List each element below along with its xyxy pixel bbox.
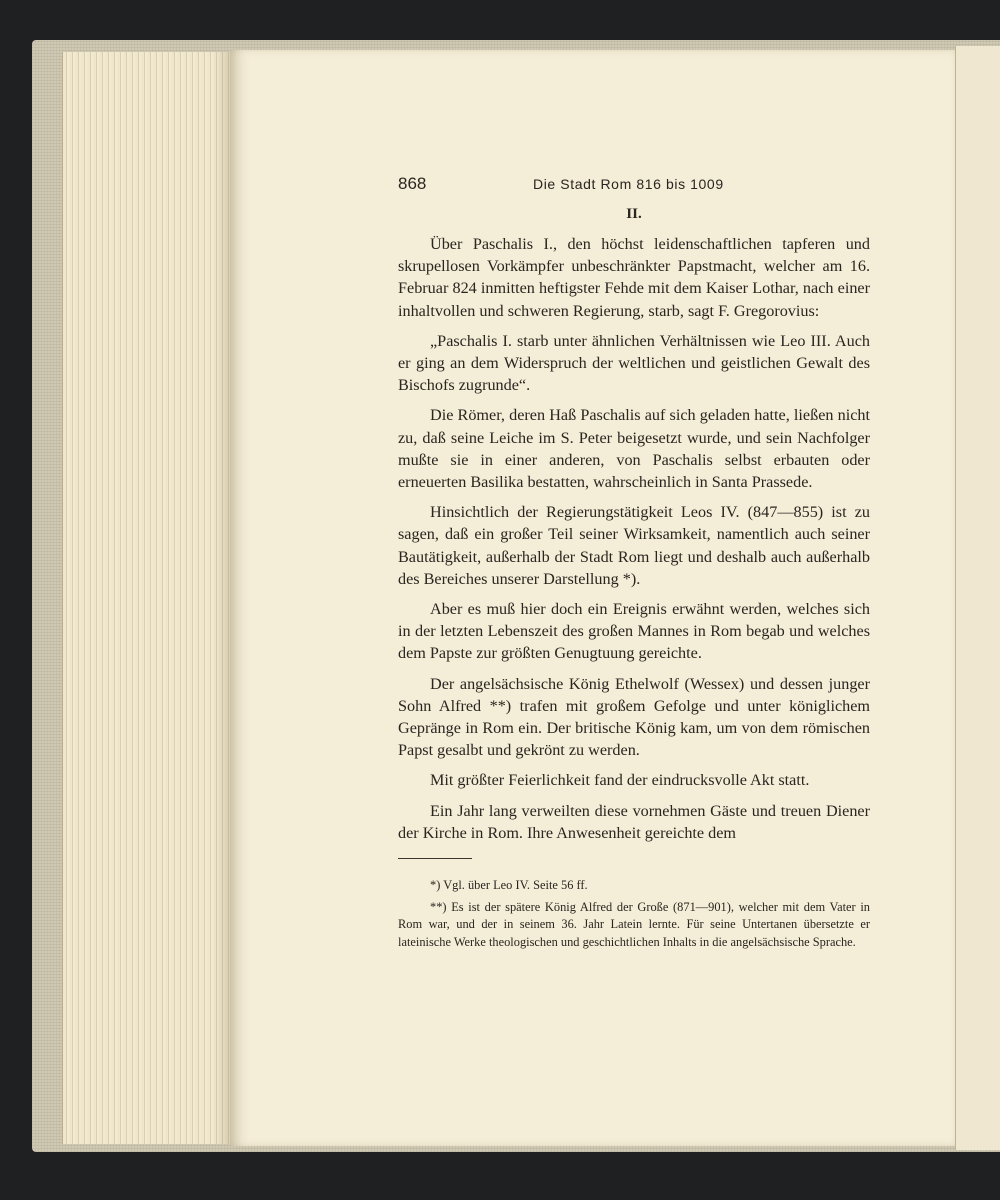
paragraph: Ein Jahr lang verweilten diese vornehmen Gäste und treuen Diener der Kirche in Rom. Ihre Anwesenheit gereichte dem — [398, 801, 870, 842]
running-head: Die Stadt Rom 816 bis 1009 — [533, 176, 724, 192]
paragraph: Hinsichtlich der Regierungstätigkeit Leos IV. (847—855) ist zu sagen, daß ein großer Teil seiner Wirksamkeit, namentlich auch seiner Bautätigkeit, außerhalb der Stadt Rom liegt und deshalb auch außerhalb des Bereiches unserer Darstellung *). — [398, 503, 870, 588]
section-heading: II. — [626, 206, 642, 222]
paragraph: Über Paschalis I., den höchst leidenschaftlichen tapferen und skrupellosen Vorkämpfer unbeschränkter Papstmacht, welcher am 16. Februar 824 inmitten heftigster Fehde mit dem Kaiser Lothar, nach einer inhaltvollen und schweren Regierung, starb, sagt F. Gregorovius: — [398, 235, 870, 320]
page-number: 868 — [398, 174, 427, 193]
footnote: *) Vgl. über Leo IV. Seite 56 ff. — [430, 878, 588, 893]
facing-page-edge — [955, 46, 1000, 1150]
footnote: **) Es ist der spätere König Alfred der Große (871—901), welcher mit dem Vater in Rom war, und der in seinem 36. Jahr Latein lernte. Für seine Untertanen übersetzte er lateinische Werke theologischen und geschichtlichen Inhalts in die angelsächsische Sprache. — [398, 899, 870, 949]
page-edges — [62, 52, 233, 1144]
page-header — [398, 170, 870, 200]
page-content — [398, 170, 870, 955]
footnote-rule — [398, 858, 472, 859]
paragraph: Die Römer, deren Haß Paschalis auf sich geladen hatte, ließen nicht zu, daß seine Leiche im S. Peter beigesetzt wurde, und sein Nachfolger mußte sie in einer anderen, von Paschalis selbst erbauten oder erneuerten Basilika bestatten, wahrscheinlich in Santa Prassede. — [398, 406, 870, 492]
paragraph: Aber es muß hier doch ein Ereignis erwähnt werden, welches sich in der letzten Lebenszeit des großen Mannes in Rom begab und welches dem Papste zur größten Genugtuung gereichte. — [398, 600, 870, 663]
paragraph: Der angelsächsische König Ethelwolf (Wessex) und dessen junger Sohn Alfred **) trafen mit großem Gefolge und unter königlichem Gepränge in Rom ein. Der britische König kam, um von dem römischen Papst gesalbt und gekrönt zu werden. — [398, 674, 870, 760]
paragraph: Mit größter Feierlichkeit fand der eindrucksvolle Akt statt. — [430, 771, 810, 790]
quote-paragraph: „Paschalis I. starb unter ähnlichen Verhältnissen wie Leo III. Auch er ging an dem Widerspruch der weltlichen und geistlichen Gewalt des Bischofs zugrunde“. — [398, 331, 870, 395]
